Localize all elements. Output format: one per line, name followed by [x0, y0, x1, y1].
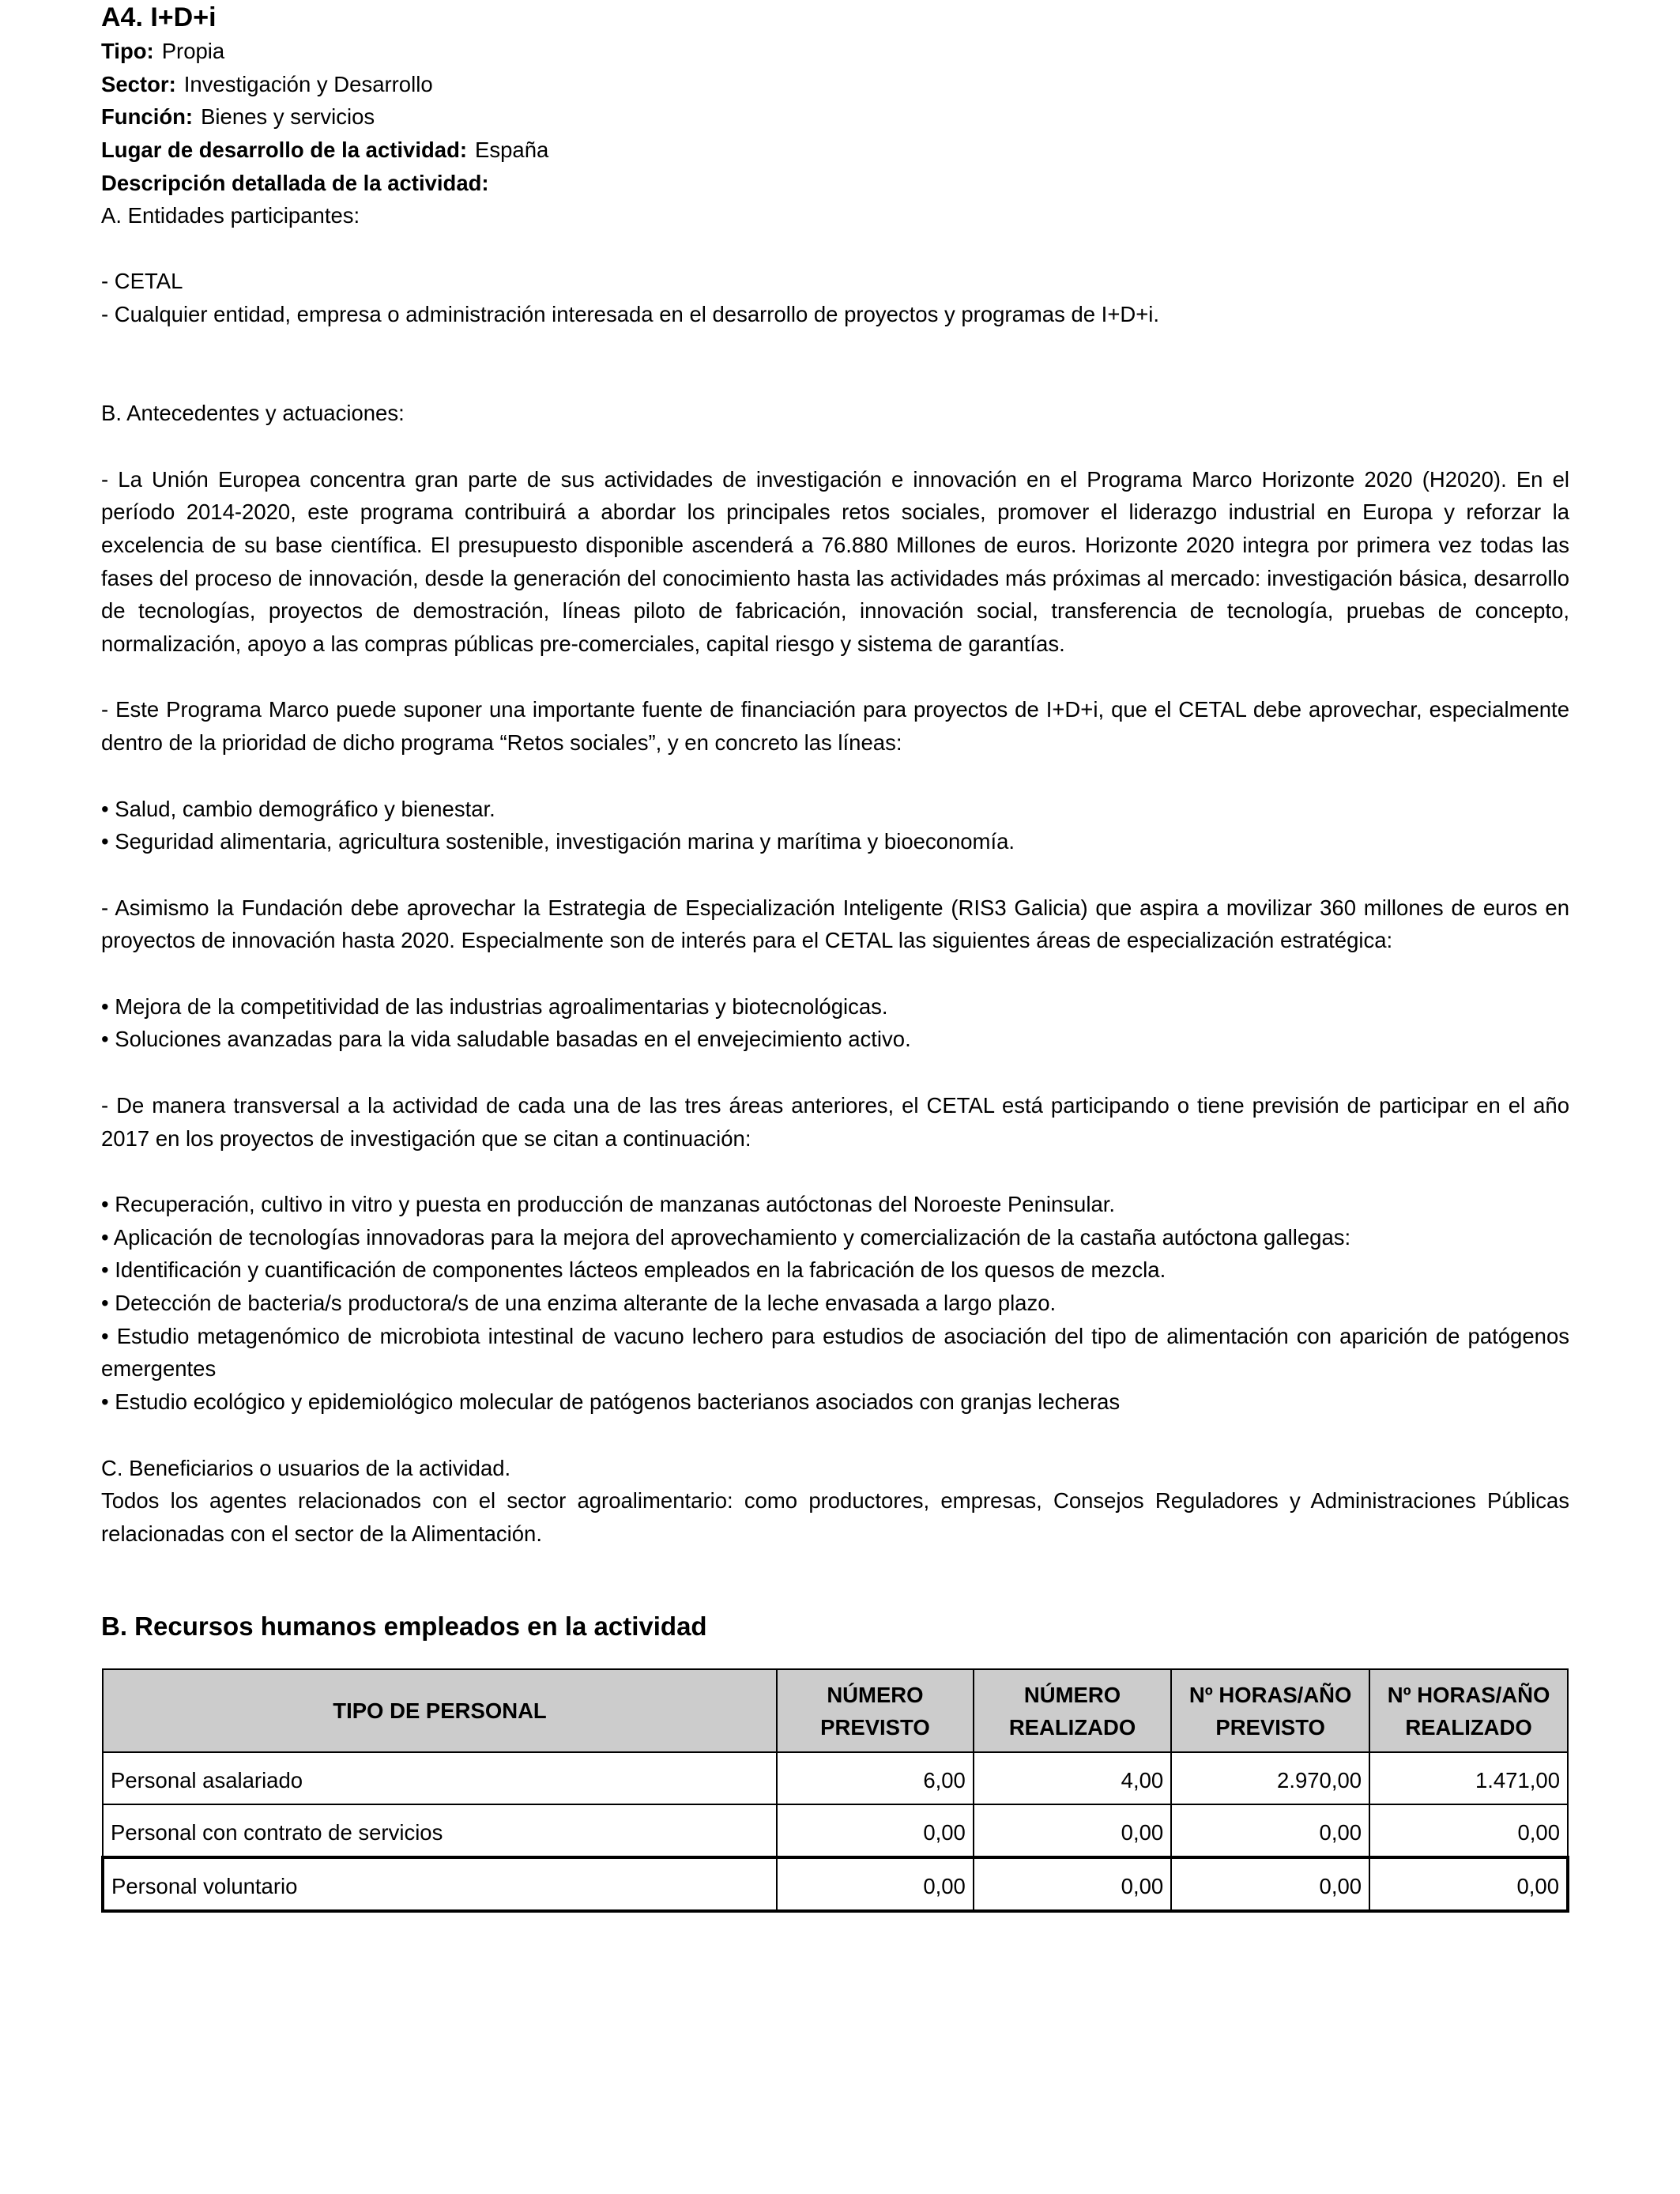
header-tipo: TIPO DE PERSONAL [103, 1669, 777, 1752]
activity-fields [101, 35, 1569, 200]
field-sector [101, 68, 1569, 101]
header-line: NÚMERO [1023, 1682, 1121, 1707]
field-funcion [101, 100, 1569, 134]
cell-horas-realizado: 0,00 [1369, 1804, 1568, 1857]
project-item: • Identificación y cuantificación de componentes lácteos empleados en la fabricación de los quesos de mezcla. [101, 1257, 1166, 1283]
activity-title: A4. I+D+i [101, 2, 217, 32]
field-label: Sector: [101, 71, 176, 96]
list-item: • Mejora de la competitividad de las industrias agroalimentarias y biotecnológicas. [101, 993, 888, 1019]
cell-horas-realizado: 0,00 [1369, 1857, 1568, 1911]
list-item: • Soluciones avanzadas para la vida saludable basadas en el envejecimiento activo. [101, 1027, 911, 1052]
field-tipo [101, 35, 1569, 68]
project-item: • Estudio ecológico y epidemiológico molecular de patógenos bacterianos asociados con granjas lecheras [101, 1389, 1121, 1415]
cell-numero-realizado: 0,00 [974, 1804, 1171, 1857]
cell-horas-previsto: 0,00 [1171, 1857, 1369, 1911]
header-line: PREVISTO [1215, 1714, 1325, 1740]
header-line: Nº HORAS/AÑO [1188, 1682, 1352, 1707]
table-row [103, 1804, 1568, 1857]
field-value: Investigación y Desarrollo [183, 71, 433, 96]
field-label: Función: [101, 104, 194, 130]
project-item: • Detección de bacteria/s productora/s de una enzima alterante de la leche envasada a largo plazo. [101, 1291, 1057, 1316]
project-item: • Recuperación, cultivo in vitro y puesta en producción de manzanas autóctonas del Noroeste Peninsular. [101, 1191, 1116, 1216]
cell-numero-realizado: 0,00 [974, 1857, 1171, 1911]
field-label: Tipo: [101, 39, 154, 63]
entity-item: - Cualquier entidad, empresa o administración interesada en el desarrollo de proyectos y programas de I+D+i. [101, 302, 1160, 327]
list-item: • Salud, cambio demográfico y bienestar. [101, 796, 495, 821]
header-numero-realizado [974, 1669, 1171, 1752]
field-value: Bienes y servicios [201, 104, 375, 130]
project-item: • Aplicación de tecnologías innovadoras para la mejora del aprovechamiento y comercialización de la castaña autóctona gallegas: [101, 1224, 1351, 1250]
header-line: NÚMERO [827, 1682, 924, 1707]
table-row [103, 1857, 1568, 1911]
hr-table-header-row [103, 1669, 1568, 1752]
hr-table [101, 1668, 1569, 1913]
cell-horas-previsto: 2.970,00 [1171, 1752, 1369, 1804]
field-lugar [101, 134, 1569, 167]
entity-item: - CETAL [101, 269, 183, 294]
cell-tipo: Personal con contrato de servicios [103, 1804, 777, 1857]
field-label: Lugar de desarrollo de la actividad: [101, 138, 468, 163]
list-item: • Seguridad alimentaria, agricultura sostenible, investigación marina y marítima y bioeconomía. [101, 829, 1015, 854]
field-value: Propia [161, 39, 225, 63]
cell-numero-previsto: 6,00 [777, 1752, 974, 1804]
cell-numero-previsto: 0,00 [777, 1857, 974, 1911]
section-a-heading: A. Entidades participantes: [101, 203, 360, 228]
paragraph-transversal: - De manera transversal a la actividad de cada una de las tres áreas anteriores, el CETAL está participando o tiene previsión de participar en el año 2017 en los proyectos de investigación que se citan a continuación: [101, 1092, 1569, 1151]
header-line: Nº HORAS/AÑO [1387, 1682, 1550, 1707]
header-line: REALIZADO [1008, 1714, 1136, 1740]
paragraph-programa-marco: - Este Programa Marco puede suponer una importante fuente de financiación para proyectos de I+D+i, que el CETAL debe aprovechar, especialmente dentro de la prioridad de dicho programa “Retos sociales”, y en concreto las líneas: [101, 697, 1569, 756]
field-label: Descripción detallada de la actividad: [101, 170, 489, 195]
activity-description [101, 199, 1569, 1551]
header-line: REALIZADO [1405, 1714, 1532, 1740]
cell-numero-realizado: 4,00 [974, 1752, 1171, 1804]
project-item: • Estudio metagenómico de microbiota intestinal de vacuno lechero para estudios de asociación del tipo de alimentación con aparición de patógenos emergentes [101, 1323, 1569, 1382]
section-c-heading: C. Beneficiarios o usuarios de la actividad. [101, 1455, 511, 1480]
paragraph-horizonte: - La Unión Europea concentra gran parte de sus actividades de investigación e innovación en el Programa Marco Horizonte 2020 (H2020). En el período 2014-2020, este programa contribuirá a abordar los principales retos sociales, promover el liderazgo industrial en Europa y reforzar la excelencia de su base científica. El presupuesto disponible ascenderá a 76.880 Millones de euros. Horizonte 2020 integra por primera vez todas las fases del proceso de innovación, desde la generación del conocimiento hasta las actividades más próximas al mercado: investigación básica, desarrollo de tecnologías, proyectos de demostración, líneas piloto de fabricación, innovación social, transferencia de tecnología, pruebas de concepto, normalización, apoyo a las compras públicas pre-comerciales, capital riesgo y sistema de garantías. [101, 466, 1569, 657]
header-horas-realizado [1369, 1669, 1568, 1752]
paragraph-ris3: - Asimismo la Fundación debe aprovechar la Estrategia de Especialización Inteligente (RIS3 Galicia) que aspira a movilizar 360 millones de euros en proyectos de innovación hasta 2020. Especialmente son de interés para el CETAL las siguientes áreas de especialización estratégica: [101, 895, 1569, 953]
field-descripcion [101, 167, 1569, 200]
paragraph-beneficiarios: Todos los agentes relacionados con el sector agroalimentario: como productores, empresas, Consejos Reguladores y Administraciones Públicas relacionadas con el sector de la Alimentación. [101, 1488, 1569, 1546]
header-horas-previsto [1171, 1669, 1369, 1752]
cell-tipo: Personal voluntario [103, 1857, 777, 1911]
cell-tipo: Personal asalariado [103, 1752, 777, 1804]
header-line: PREVISTO [820, 1714, 930, 1740]
table-row [103, 1752, 1568, 1804]
cell-horas-previsto: 0,00 [1171, 1804, 1369, 1857]
cell-numero-previsto: 0,00 [777, 1804, 974, 1857]
hr-section-title: B. Recursos humanos empleados en la actividad [101, 1612, 707, 1641]
field-value: España [475, 138, 549, 163]
section-b-heading: B. Antecedentes y actuaciones: [101, 401, 405, 426]
cell-horas-realizado: 1.471,00 [1369, 1752, 1568, 1804]
header-numero-previsto [777, 1669, 974, 1752]
